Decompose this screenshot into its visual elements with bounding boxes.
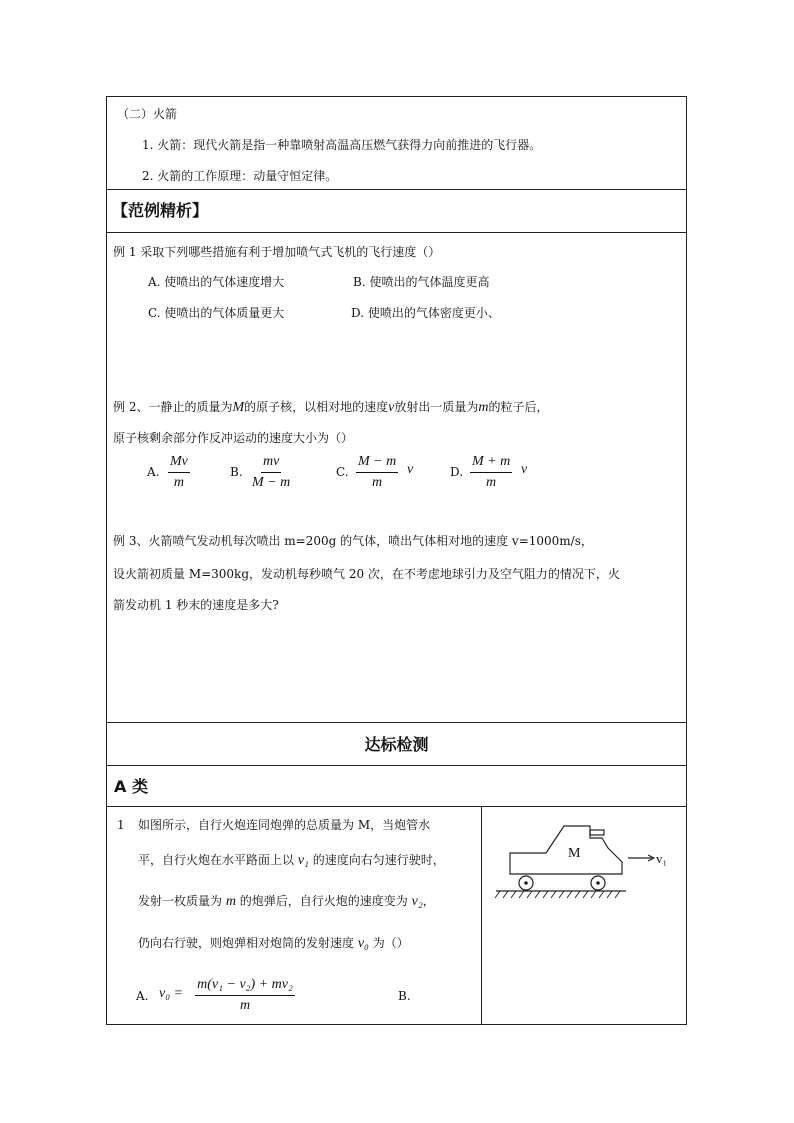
rocket-definition: 1. 火箭：现代火箭是指一种靠喷射高温高压燃气获得力向前推进的飞行器。 bbox=[142, 138, 542, 152]
problem1-number: 1 bbox=[117, 818, 125, 832]
row-divider bbox=[106, 765, 687, 766]
example1-option-d: D. 使喷出的气体密度更小、 bbox=[351, 306, 500, 320]
problem1-option-b-label: B. bbox=[398, 989, 411, 1003]
example3-line2: 设火箭初质量 M=300kg，发动机每秒喷气 20 次，在不考虑地球引力及空气阻力的情况下，火 bbox=[113, 567, 620, 581]
symbol-m: m bbox=[478, 400, 489, 415]
example1-option-c: C. 使喷出的气体质量更大 bbox=[148, 306, 285, 320]
row-divider bbox=[106, 806, 687, 807]
figure-velocity-label: v₁ bbox=[656, 851, 668, 866]
row-divider bbox=[106, 722, 687, 723]
example2-option-c-fraction: $\frac{M - m}{m}$ bbox=[358, 454, 397, 490]
problem1-option-a-label: A. bbox=[136, 989, 149, 1003]
problem1-option-a-lhs: v₀ = bbox=[159, 986, 184, 1001]
gun-barrel bbox=[590, 830, 604, 835]
symbol-v: v bbox=[388, 400, 395, 415]
example2-question: 例 2、一静止的质量为M的原子核，以相对地的速度v放射出一质量为m的粒子后， bbox=[113, 400, 549, 415]
example2-option-d-fraction: $\frac{M + m}{m}$ bbox=[472, 454, 511, 490]
examples-header: 【范例精析】 bbox=[112, 201, 209, 220]
example1-question: 例 1 采取下列哪些措施有利于增加喷气式飞机的飞行速度（） bbox=[113, 245, 441, 259]
self-propelled-gun-figure bbox=[492, 818, 676, 906]
example2-option-b-label: B. bbox=[230, 465, 243, 479]
example2-option-d-label: D. bbox=[450, 465, 464, 479]
example3-line1: 例 3、火箭喷气发动机每次喷出 m=200g 的气体，喷出气体相对地的速度 v=1000m/s， bbox=[113, 534, 593, 548]
example2-question-line2: 原子核剩余部分作反冲运动的速度大小为（） bbox=[113, 431, 354, 445]
row-divider bbox=[106, 189, 687, 190]
problem1-line4: 仍向右行驶，则炮弹相对炮筒的发射速度 v₀ 为（） bbox=[138, 936, 409, 951]
example2-option-a-label: A. bbox=[147, 465, 160, 479]
example3-line3: 箭发动机 1 秒末的速度是多大? bbox=[113, 598, 279, 612]
example2-option-c-suffix: v bbox=[407, 462, 414, 477]
symbol-m: m bbox=[225, 894, 236, 909]
row-divider bbox=[106, 232, 687, 233]
class-a-header: A 类 bbox=[114, 777, 148, 796]
problem1-option-a-fraction: $\frac{\text{m(v₁ − v₂) + mv₂}}{m}$ bbox=[197, 977, 293, 1013]
symbol-M: M bbox=[232, 400, 245, 415]
example1-option-a: A. 使喷出的气体速度增大 bbox=[148, 275, 285, 289]
problem1-line2: 平，自行火炮在水平路面上以 v₁ 的速度向右匀速行驶时， bbox=[138, 853, 445, 868]
problem1-line3: 发射一枚质量为 m 的炮弹后，自行火炮的速度变为 v₂， bbox=[138, 894, 435, 909]
section-heading: （二）火箭 bbox=[117, 107, 178, 121]
example2-option-d-suffix: v bbox=[521, 462, 528, 477]
figure-mass-label: M bbox=[568, 846, 581, 861]
ground-hatching bbox=[495, 891, 620, 898]
column-divider bbox=[481, 806, 482, 1025]
problem1-line1: 如图所示，自行火炮连同炮弹的总质量为 M，当炮管水 bbox=[138, 818, 431, 832]
rocket-principle: 2. 火箭的工作原理：动量守恒定律。 bbox=[142, 169, 338, 183]
symbol-v1: v₁ bbox=[297, 853, 309, 868]
symbol-v2: v₂ bbox=[411, 894, 423, 909]
example2-option-b-fraction: $\frac{mv}{M - m}$ bbox=[252, 454, 291, 490]
vehicle-body bbox=[510, 826, 622, 874]
test-header: 达标检测 bbox=[364, 735, 429, 754]
symbol-v0: v₀ bbox=[357, 936, 369, 951]
example2-option-a-fraction: $\frac{Mv}{m}$ bbox=[170, 454, 188, 490]
example1-option-b: B. 使喷出的气体温度更高 bbox=[353, 275, 490, 289]
example2-option-c-label: C. bbox=[336, 465, 349, 479]
